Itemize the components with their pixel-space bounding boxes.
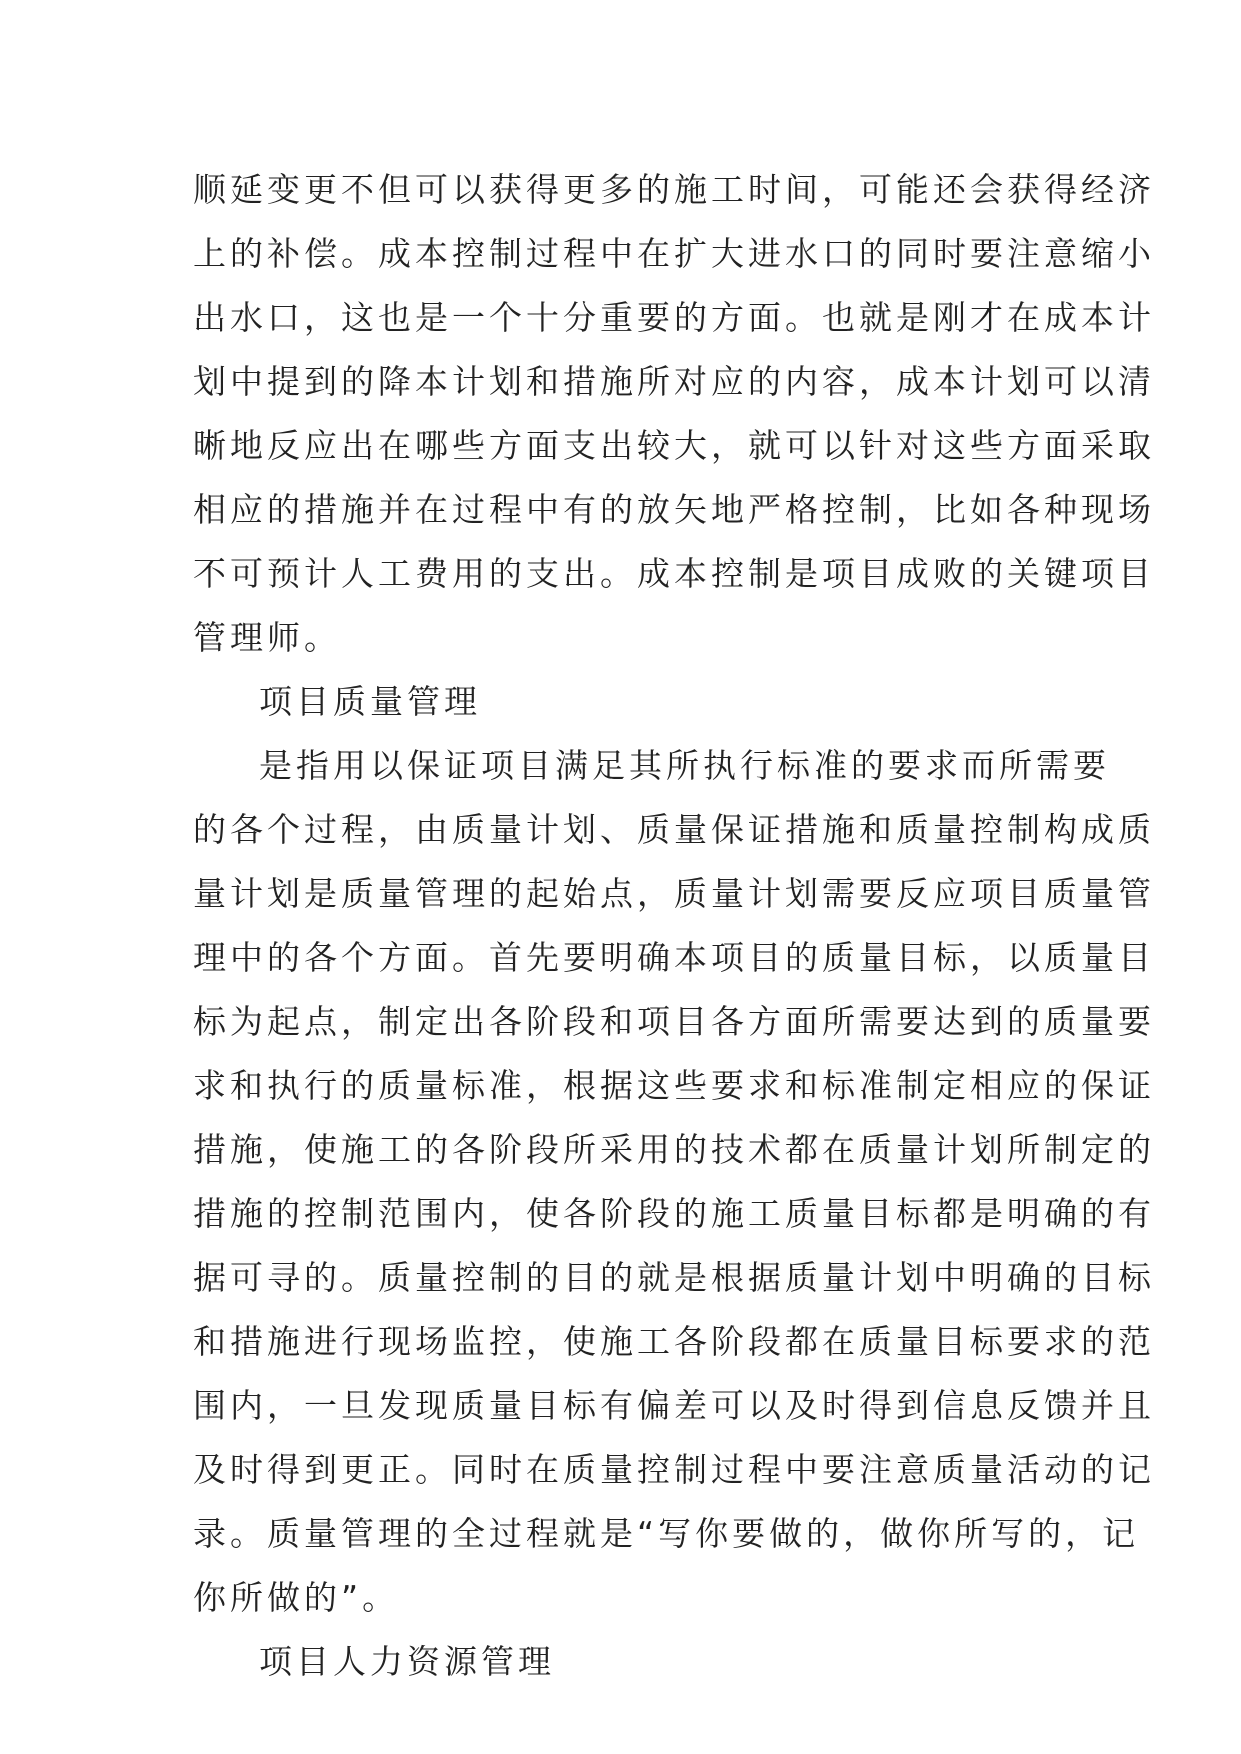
- text-line: 是指用以保证项目满足其所执行标准的要求而所需要: [259, 746, 1110, 785]
- text-line: 的各个过程，由质量计划、质量保证措施和质量控制构成质: [193, 810, 1155, 849]
- text-line: 围内，一旦发现质量目标有偏差可以及时得到信息反馈并且: [193, 1386, 1155, 1425]
- text-line: 顺延变更不但可以获得更多的施工时间，可能还会获得经济: [193, 170, 1155, 209]
- text-line: 标为起点，制定出各阶段和项目各方面所需要达到的质量要: [193, 1002, 1155, 1041]
- text-line: 不可预计人工费用的支出。成本控制是项目成败的关键项目: [193, 554, 1155, 593]
- paragraph-quality: [193, 734, 1155, 1630]
- text-line: 及时得到更正。同时在质量控制过程中要注意质量活动的记: [193, 1450, 1155, 1489]
- section-heading-human-resources: 项目人力资源管理: [259, 1642, 555, 1681]
- text-line: 措施，使施工的各阶段所采用的技术都在质量计划所制定的: [193, 1130, 1155, 1169]
- text-line: 相应的措施并在过程中有的放矢地严格控制，比如各种现场: [193, 490, 1155, 529]
- section-heading-quality: 项目质量管理: [259, 682, 481, 721]
- text-line: 管理师。: [193, 618, 341, 657]
- text-line: 措施的控制范围内，使各阶段的施工质量目标都是明确的有: [193, 1194, 1155, 1233]
- document-body: [193, 158, 1155, 1694]
- text-line: 晰地反应出在哪些方面支出较大，就可以针对这些方面采取: [193, 426, 1155, 465]
- text-line: 划中提到的降本计划和措施所对应的内容，成本计划可以清: [193, 362, 1155, 401]
- text-line: 出水口，这也是一个十分重要的方面。也就是刚才在成本计: [193, 298, 1155, 337]
- text-line: 量计划是质量管理的起始点，质量计划需要反应项目质量管: [193, 874, 1155, 913]
- text-line: 据可寻的。质量控制的目的就是根据质量计划中明确的目标: [193, 1258, 1155, 1297]
- text-line: 求和执行的质量标准，根据这些要求和标准制定相应的保证: [193, 1066, 1155, 1105]
- text-line: 和措施进行现场监控，使施工各阶段都在质量目标要求的范: [193, 1322, 1155, 1361]
- paragraph-cost-control: [193, 158, 1155, 670]
- text-line: 理中的各个方面。首先要明确本项目的质量目标，以质量目: [193, 938, 1155, 977]
- text-line: 录。质量管理的全过程就是“写你要做的，做你所写的，记: [193, 1514, 1140, 1553]
- text-line: 你所做的”。: [193, 1578, 400, 1617]
- text-line: 上的补偿。成本控制过程中在扩大进水口的同时要注意缩小: [193, 234, 1155, 273]
